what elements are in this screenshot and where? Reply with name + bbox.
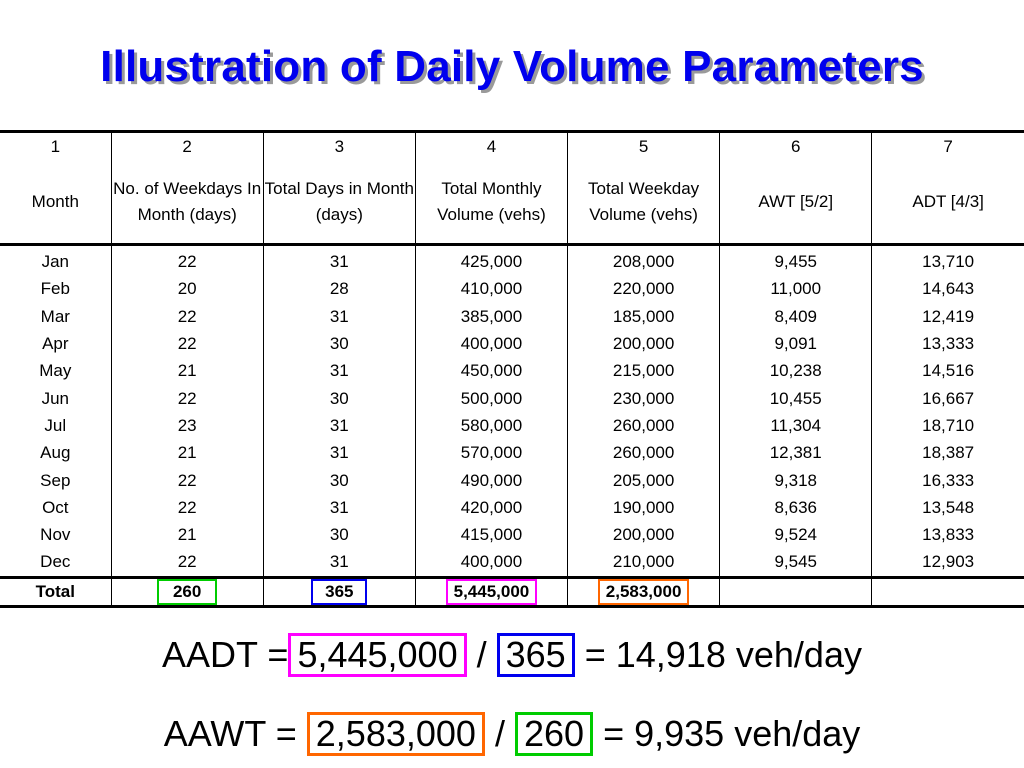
column-header: Total Days in Month (days) [263,161,415,245]
table-cell: 28 [263,275,415,302]
table-cell: Mar [40,306,70,326]
table-row [0,245,1024,276]
table-cell: 425,000 [415,245,567,276]
table-cell: 9,318 [720,466,872,493]
table-cell: 13,833 [872,521,1024,548]
column-header: ADT [4/3] [872,161,1024,245]
table-cell: 14,516 [872,357,1024,384]
table-cell: 490,000 [415,466,567,493]
table-cell: 260,000 [568,439,720,466]
column-header-row [0,161,1024,245]
column-header: Total Monthly Volume (vehs) [415,161,567,245]
table-cell: Feb [40,279,70,299]
table-row [0,303,1024,330]
table-cell: Sep [40,470,71,490]
aawt-label: AAWT [163,713,266,754]
table-cell: 200,000 [568,330,720,357]
column-header: Month [31,192,79,211]
table-row [0,412,1024,439]
table-cell: 22 [111,384,263,411]
total-weekday-volume-cell [568,577,720,606]
table-cell: 30 [263,466,415,493]
table-cell: 9,545 [720,548,872,577]
table-cell: 580,000 [415,412,567,439]
table-row [0,275,1024,302]
aadt-divide: / [476,634,487,675]
table-cell: 31 [263,357,415,384]
table-cell: Aug [40,443,71,463]
table-cell: 11,000 [720,275,872,302]
table-cell: Oct [42,497,69,517]
table-cell: 23 [111,412,263,439]
table-cell: 20 [111,275,263,302]
aawt-equation [0,712,1024,756]
table-cell: Jan [41,252,69,272]
table-total-section [0,577,1024,606]
table-cell: May [39,361,72,381]
table-cell: 22 [111,466,263,493]
total-monthly-volume-highlight: 5,445,000 [446,579,538,605]
table-cell: 30 [263,330,415,357]
table-cell: 12,419 [872,303,1024,330]
volume-table [0,130,1024,608]
table-cell: 500,000 [415,384,567,411]
table-row [0,357,1024,384]
slide-title: Illustration of Daily Volume Parameters [100,42,924,91]
aawt-equals: = [275,713,297,754]
table-cell: 18,387 [872,439,1024,466]
table-cell: 16,667 [872,384,1024,411]
table-cell: 31 [263,303,415,330]
table-cell: 415,000 [415,521,567,548]
total-monthly-volume-cell [415,577,567,606]
table-cell: 570,000 [415,439,567,466]
table-cell: 22 [111,548,263,577]
total-weekdays-highlight: 260 [157,579,217,605]
table-cell: 210,000 [568,548,720,577]
aadt-label: AADT [162,634,258,675]
table-cell: 21 [111,521,263,548]
table-cell: 200,000 [568,521,720,548]
table-cell: 8,409 [720,303,872,330]
table-cell: 450,000 [415,357,567,384]
table-cell: 21 [111,357,263,384]
table-body [0,245,1024,578]
table-cell: 31 [263,494,415,521]
column-number: 1 [50,137,61,156]
table-cell: Apr [42,334,69,354]
table-row [0,330,1024,357]
column-header: AWT [5/2] [720,161,872,245]
table-cell: 8,636 [720,494,872,521]
total-row [0,577,1024,606]
column-number: 2 [111,132,263,162]
total-days-highlight: 365 [311,579,367,605]
table-cell: 9,091 [720,330,872,357]
table-row [0,439,1024,466]
column-number: 6 [720,132,872,162]
aadt-equation [0,633,1024,677]
table-cell: 22 [111,303,263,330]
total-weekday-volume-highlight: 2,583,000 [598,579,690,605]
table-cell: 14,643 [872,275,1024,302]
table-cell: 400,000 [415,330,567,357]
column-number: 5 [568,132,720,162]
table-cell: 205,000 [568,466,720,493]
aawt-divide: / [494,713,505,754]
total-label: Total [35,581,75,601]
table-row [0,384,1024,411]
table-row [0,521,1024,548]
table-cell: 260,000 [568,412,720,439]
table-cell: 385,000 [415,303,567,330]
table-cell: 12,903 [872,548,1024,577]
table-cell: 220,000 [568,275,720,302]
column-header: No. of Weekdays In Month (days) [111,161,263,245]
table-cell: 400,000 [415,548,567,577]
table-cell: 18,710 [872,412,1024,439]
column-number-row [0,132,1024,162]
table-cell: 13,548 [872,494,1024,521]
table-cell: 230,000 [568,384,720,411]
table-cell: 30 [263,521,415,548]
table-cell: 31 [263,548,415,577]
table-cell: 21 [111,439,263,466]
table-cell: 31 [263,412,415,439]
total-weekdays-cell [111,577,263,606]
table-cell: 11,304 [720,412,872,439]
aadt-denominator: 365 [497,633,575,677]
table-cell: 13,710 [872,245,1024,276]
table-cell: 22 [111,245,263,276]
column-header: Total Weekday Volume (vehs) [568,161,720,245]
table-cell: 31 [263,439,415,466]
table-row [0,494,1024,521]
table-cell: 13,333 [872,330,1024,357]
total-days-cell [263,577,415,606]
table-cell: Jun [41,388,69,408]
table-cell: Nov [40,525,71,545]
table-cell: 10,238 [720,357,872,384]
aawt-denominator: 260 [515,712,593,756]
aadt-equals: = [267,634,289,675]
aadt-result: = 14,918 veh/day [584,634,862,675]
column-number: 4 [415,132,567,162]
table-cell: 31 [263,245,415,276]
table-cell: 10,455 [720,384,872,411]
table-cell: 9,524 [720,521,872,548]
table-row [0,466,1024,493]
table-cell: 22 [111,330,263,357]
table-cell: 30 [263,384,415,411]
table-cell: 208,000 [568,245,720,276]
table-cell: Jul [44,415,67,435]
aawt-numerator: 2,583,000 [307,712,485,756]
table-cell: 185,000 [568,303,720,330]
table-cell: 190,000 [568,494,720,521]
column-number: 7 [872,132,1024,162]
total-adt-cell [872,577,1024,606]
total-awt-cell [720,577,872,606]
table-cell: 215,000 [568,357,720,384]
table-cell: Dec [40,552,71,572]
table-cell: 22 [111,494,263,521]
aadt-numerator: 5,445,000 [288,633,466,677]
table-cell: 420,000 [415,494,567,521]
column-number: 3 [263,132,415,162]
table-cell: 410,000 [415,275,567,302]
table-cell: 12,381 [720,439,872,466]
table-cell: 16,333 [872,466,1024,493]
aawt-result: = 9,935 veh/day [603,713,861,754]
table-cell: 9,455 [720,245,872,276]
table-row [0,548,1024,577]
